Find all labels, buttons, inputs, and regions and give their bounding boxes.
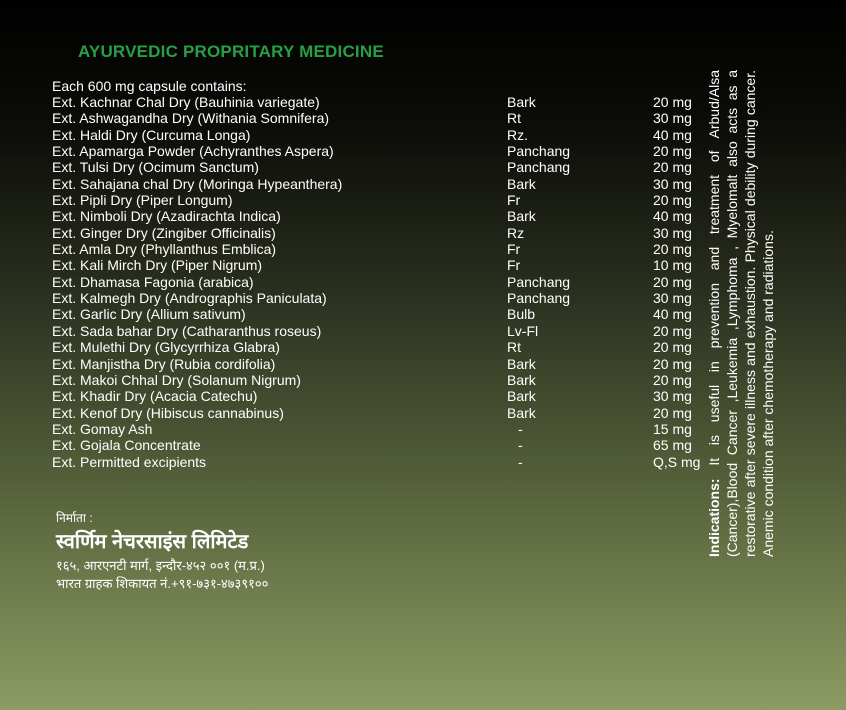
- ingredient-name: Ext. Pipli Dry (Piper Longum): [52, 192, 233, 209]
- ingredient-row: [52, 159, 712, 175]
- manufacturer-label: निर्माता :: [56, 511, 93, 525]
- ingredient-row: [52, 241, 712, 257]
- ingredient-dose: 20 mg: [653, 241, 692, 258]
- ingredient-part: -: [518, 453, 523, 470]
- ingredient-part: Fr: [507, 257, 521, 274]
- ingredient-row: [52, 437, 712, 453]
- ingredient-dose: 20 mg: [653, 355, 692, 372]
- ingredient-row: [52, 388, 712, 404]
- ingredient-list: [52, 94, 712, 470]
- manufacturer-address: १६५, आरएनटी मार्ग, इन्दौर-४५२ ००१ (म.प्र.): [56, 558, 265, 573]
- ingredient-dose: 20 mg: [653, 143, 692, 160]
- ingredient-part: -: [518, 420, 523, 437]
- ingredient-part: Rz.: [507, 126, 528, 143]
- ingredient-name: Ext. Kalmegh Dry (Andrographis Paniculata): [52, 290, 327, 307]
- indications-label: Indications:: [706, 478, 722, 557]
- ingredient-name: Ext. Haldi Dry (Curcuma Longa): [52, 126, 251, 143]
- ingredient-row: [52, 208, 712, 224]
- ingredient-dose: 30 mg: [653, 224, 692, 241]
- ingredient-part: Panchang: [507, 273, 571, 290]
- ingredient-name: Ext. Dhamasa Fagonia (arabica): [52, 273, 254, 290]
- ingredient-dose: 10 mg: [653, 257, 692, 274]
- ingredient-part: Fr: [507, 241, 521, 258]
- ingredient-row: [52, 274, 712, 290]
- ingredient-part: Bark: [507, 371, 536, 388]
- ingredient-name: Ext. Sada bahar Dry (Catharanthus roseus): [52, 322, 322, 339]
- ingredient-name: Ext. Nimboli Dry (Azadirachta Indica): [52, 208, 281, 225]
- ingredient-row: [52, 257, 712, 273]
- ingredient-dose: 20 mg: [653, 159, 692, 176]
- ingredient-dose: 20 mg: [653, 322, 692, 339]
- ingredient-part: Panchang: [507, 159, 571, 176]
- ingredient-dose: Q,S mg: [653, 453, 701, 470]
- ingredient-dose: 20 mg: [653, 273, 692, 290]
- ingredient-name: Ext. Kachnar Chal Dry (Bauhinia variegate): [52, 94, 320, 110]
- ingredient-dose: 20 mg: [653, 192, 692, 209]
- ingredient-row: [52, 405, 712, 421]
- ingredient-part: Bark: [507, 208, 536, 225]
- ingredient-dose: 40 mg: [653, 126, 692, 143]
- ingredient-part: Bulb: [507, 306, 536, 323]
- ingredient-name: Ext. Apamarga Powder (Achyranthes Aspera): [52, 143, 334, 160]
- ingredient-dose: 30 mg: [653, 110, 692, 127]
- indications-block: [705, 70, 777, 557]
- consumer-complaint-number: भारत ग्राहक शिकायत नं.+९१-७३१-४७३९१००: [56, 576, 269, 591]
- indications-text: It is useful in prevention and treatment of Arbud/Alsa (Cancer),Blood Cancer ,Leukemia ,Lymphoma , Myelomalt also acts as a restorative after severe illness and exhaustion. Physical debility during cancer. Anemic condition after chemotherapy and radiations.: [706, 70, 776, 557]
- ingredient-name: Ext. Manjistha Dry (Rubia cordifolia): [52, 355, 276, 372]
- ingredient-row: [52, 94, 712, 110]
- ingredient-part: Lv-Fl: [507, 322, 539, 339]
- ingredient-dose: 40 mg: [653, 306, 692, 323]
- ingredient-part: Bark: [507, 388, 536, 405]
- ingredient-dose: 65 mg: [653, 437, 692, 454]
- ingredient-part: Fr: [507, 192, 521, 209]
- ingredient-part: Bark: [507, 175, 536, 192]
- ingredient-part: Bark: [507, 404, 536, 421]
- ingredient-name: Ext. Makoi Chhal Dry (Solanum Nigrum): [52, 371, 301, 388]
- ingredient-part: Panchang: [507, 143, 571, 160]
- ingredient-row: [52, 225, 712, 241]
- ingredient-row: [52, 421, 712, 437]
- ingredient-dose: 30 mg: [653, 175, 692, 192]
- ingredient-dose: 15 mg: [653, 420, 692, 437]
- manufacturer-name: स्वर्णिम नेचरसाइंस लिमिटेड: [56, 531, 249, 553]
- ingredient-row: [52, 176, 712, 192]
- ingredient-name: Ext. Tulsi Dry (Ocimum Sanctum): [52, 159, 259, 176]
- ingredient-name: Ext. Sahajana chal Dry (Moringa Hypeanthera): [52, 175, 343, 192]
- ingredient-row: [52, 372, 712, 388]
- product-heading: AYURVEDIC PROPRITARY MEDICINE: [78, 42, 384, 61]
- ingredient-part: Rt: [507, 110, 521, 127]
- ingredient-name: Ext. Kenof Dry (Hibiscus cannabinus): [52, 404, 284, 421]
- ingredient-name: Ext. Gomay Ash: [52, 420, 153, 437]
- ingredient-part: Bark: [507, 94, 536, 110]
- ingredient-name: Ext. Kali Mirch Dry (Piper Nigrum): [52, 257, 263, 274]
- ingredient-name: Ext. Gojala Concentrate: [52, 437, 201, 454]
- ingredient-name: Ext. Khadir Dry (Acacia Catechu): [52, 388, 258, 405]
- ingredient-name: Ext. Garlic Dry (Allium sativum): [52, 306, 246, 323]
- ingredient-dose: 20 mg: [653, 94, 692, 110]
- ingredient-name: Ext. Permitted excipients: [52, 453, 207, 470]
- ingredient-dose: 40 mg: [653, 208, 692, 225]
- ingredient-part: Bark: [507, 355, 536, 372]
- ingredient-row: [52, 110, 712, 126]
- ingredient-row: [52, 290, 712, 306]
- ingredient-part: Rz: [507, 224, 525, 241]
- ingredient-row: [52, 454, 712, 470]
- ingredient-dose: 30 mg: [653, 388, 692, 405]
- ingredient-name: Ext. Amla Dry (Phyllanthus Emblica): [52, 241, 277, 258]
- ingredient-name: Ext. Ashwagandha Dry (Withania Somnifera): [52, 110, 330, 127]
- ingredient-row: [52, 143, 712, 159]
- ingredient-dose: 30 mg: [653, 290, 692, 307]
- ingredient-row: [52, 356, 712, 372]
- ingredient-dose: 20 mg: [653, 371, 692, 388]
- ingredient-dose: 20 mg: [653, 404, 692, 421]
- ingredient-row: [52, 192, 712, 208]
- ingredient-row: [52, 323, 712, 339]
- ingredient-row: [52, 339, 712, 355]
- ingredient-part: -: [518, 437, 523, 454]
- ingredient-part: Panchang: [507, 290, 571, 307]
- ingredient-name: Ext. Mulethi Dry (Glycyrrhiza Glabra): [52, 339, 280, 356]
- capsule-intro: Each 600 mg capsule contains:: [52, 78, 247, 94]
- ingredient-name: Ext. Ginger Dry (Zingiber Officinalis): [52, 224, 276, 241]
- ingredient-row: [52, 306, 712, 322]
- ingredient-row: [52, 127, 712, 143]
- ingredient-part: Rt: [507, 339, 521, 356]
- ingredient-dose: 20 mg: [653, 339, 692, 356]
